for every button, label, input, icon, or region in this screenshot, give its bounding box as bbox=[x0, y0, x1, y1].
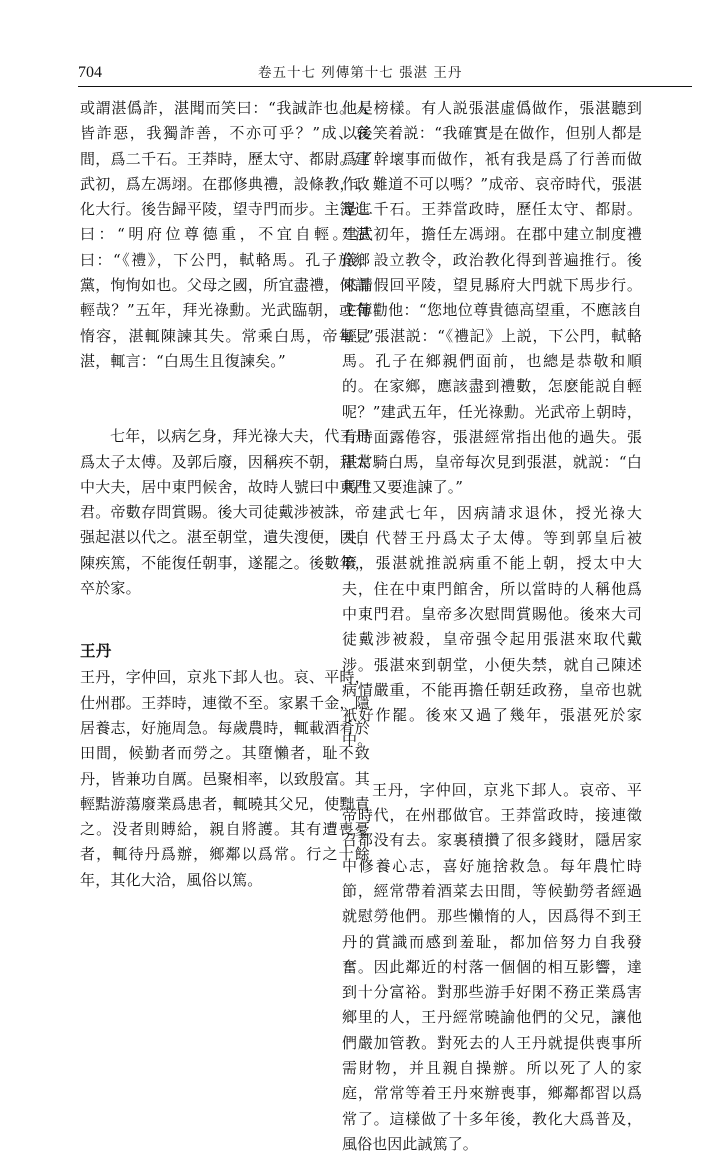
right-paragraph-2: 建武七年，因病請求退休，授光祿大夫，代替王丹爲太子太傅。等到郭皇后被廢，張湛就推説病重不能上朝，授太中大夫，住在中東門館舍，所以當時的人稱他爲中東門君。皇帝多次慰問賞賜他。後來大司徒戴涉被殺，皇帝强令起用張湛來取代戴涉。張湛來到朝堂，小便失禁，就自己陳述病情嚴重，不能再擔任朝廷政務，皇帝也就衹好作罷。後來又過了幾年，張湛死於家中。 bbox=[342, 503, 642, 750]
header-divider bbox=[78, 86, 692, 87]
left-column-classical-text bbox=[80, 96, 370, 893]
running-title: 卷五十七 列傳第十七 張湛 王丹 bbox=[258, 65, 463, 81]
page-number: 704 bbox=[78, 64, 102, 81]
page-header bbox=[78, 62, 690, 84]
left-paragraph-1: 或謂湛僞詐，湛聞而笑曰：“我誠詐也。人皆詐惡，我獨詐善，不亦可乎？”成、哀間，爲二千石。王莽時，歷太守、都尉。建武初，爲左馮翊。在郡修典禮，設條教，政化大行。後告歸平陵，望寺門而步。主簿進曰：“明府位尊德重，不宜自輕。”湛曰：“《禮》，下公門，軾輅馬。孔子於鄉黨，恂恂如也。父母之國，所宜盡禮，何謂輕哉？”五年，拜光祿勳。光武臨朝，或有惰容，湛輒陳諫其失。常乘白馬，帝每見湛，輒言：“白馬生且復諫矣。” bbox=[80, 99, 370, 370]
right-column-translation bbox=[342, 96, 642, 1157]
left-paragraph-3: 王丹，字仲回，京兆下邽人也。哀、平時，仕州郡。王莽時，連徵不至。家累千金，隱居養志，好施周急。每歲農時，輒載酒肴於田間，候勤者而勞之。其墮懶者，耻不致丹，皆兼功自厲。邑聚相率，以致殷富。其輕黠游蕩廢業爲患者，輒曉其父兄，使黜責之。没者則賻給，親自將護。其有遭喪憂者，輒待丹爲辦，鄉鄰以爲常。行之十餘年，其化大洽，風俗以篤。 bbox=[80, 668, 370, 889]
paragraph-gap bbox=[80, 374, 370, 424]
section-title: 王丹 bbox=[80, 642, 112, 661]
right-paragraph-1: 他是榜樣。有人説張湛虛僞做作，張湛聽到以後笑着説：“我確實是在做作，但别人都是爲了幹壞事而做作，衹有我是爲了行善而做作，難道不可以嗎？”成帝、哀帝時代，張湛是二千石。王莽當政時，歷任太守、都尉。建武初年，擔任左馮翊。在郡中建立制度禮儀，設立教令，政治教化得到普遍推行。後來請假回平陵，望見縣府大門就下馬步行。主簿勸他：“您地位尊貴德高望重，不應該自輕。”張湛説：“《禮記》上説，下公門，軾輅馬。孔子在鄉親們面前，也總是恭敬和順的。在家鄉，應該盡到禮數，怎麽能説自輕呢？”建武五年，任光祿勳。光武帝上朝時，有時面露倦容，張湛經常指出他的過失。張湛常騎白馬，皇帝每次見到張湛，就説：“白馬生又要進諫了。” bbox=[342, 99, 642, 497]
section-gap bbox=[342, 754, 642, 778]
left-paragraph-2: 七年，以病乞身，拜光祿大夫，代王丹爲太子太傅。及郭后廢，因稱疾不朝，拜太中大夫，居中東門候舍，故時人號曰中東門君。帝數存問賞賜。後大司徒戴涉被誅，帝强起湛以代之。湛至朝堂，遺失溲便，因自陳疾篤，不能復任朝事，遂罷之。後數年，卒於家。 bbox=[80, 427, 370, 598]
right-paragraph-3: 王丹，字仲回，京兆下邽人。哀帝、平帝時代，在州郡做官。王莽當政時，接連徵召都没有去。家裏積攢了很多錢財，隱居家中修養心志，喜好施捨救急。每年農忙時節，經常帶着酒菜去田間，等候勤勞者經過就慰勞他們。那些懶惰的人，因爲得不到王丹的賞識而感到羞耻，都加倍努力自我發奮。因此鄰近的村落一個個的相互影響，達到十分富裕。對那些游手好閑不務正業爲害鄉里的人，王丹經常曉諭他們的父兄，讓他們嚴加管教。對死去的人王丹就提供喪事所需財物，并且親自操辦。所以死了人的家庭，常常等着王丹來辦喪事，鄉鄰都習以爲常了。這樣做了十多年後，教化大爲普及，風俗也因此誠篤了。 bbox=[342, 780, 642, 1153]
section-gap bbox=[80, 601, 370, 638]
